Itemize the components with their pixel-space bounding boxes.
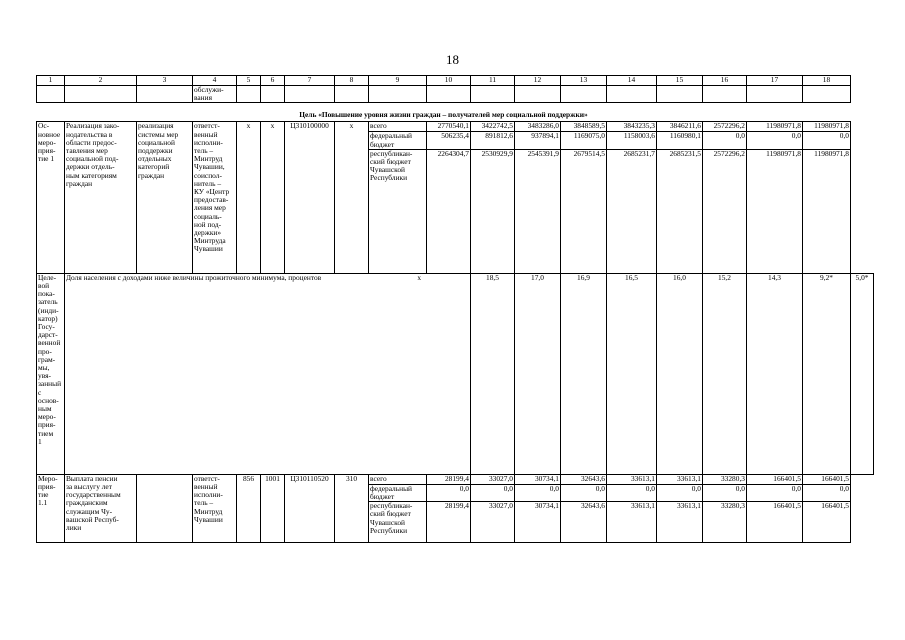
- funding-value: 0,0: [471, 484, 515, 501]
- indicator-value: 16,5: [607, 273, 657, 474]
- empty-cell: [37, 86, 65, 103]
- funding-value: 11980971,8: [747, 122, 803, 132]
- funding-value: 166401,5: [747, 502, 803, 543]
- funding-value: 1169075,0: [561, 132, 607, 149]
- funding-value: 0,0: [747, 132, 803, 149]
- event-goal: реализация системы мер социальной поддержки отдельных категорий граждан: [137, 122, 193, 273]
- funding-value: 32643,6: [561, 502, 607, 543]
- funding-value: 0,0: [747, 484, 803, 501]
- funding-value: 32643,6: [561, 474, 607, 484]
- target-article-code: Ц310110520: [285, 474, 335, 542]
- funding-value: 3422742,5: [471, 122, 515, 132]
- event-name: Выплата пенсии за выслугу лет государственным гражданским служащим Чу- вашской Респуб- лики: [65, 474, 137, 542]
- empty-cell: [65, 86, 137, 103]
- empty-cell: [515, 86, 561, 103]
- event-code: Ос- новное меро- прия- тие 1: [37, 122, 65, 273]
- expense-type-code: 310: [335, 474, 369, 542]
- funding-value: 2264304,7: [427, 149, 471, 273]
- funding-value: 11980971,8: [747, 149, 803, 273]
- funding-value: 0,0: [703, 132, 747, 149]
- empty-cell: [427, 86, 471, 103]
- empty-cell: [237, 86, 261, 103]
- section-code: 1001: [261, 474, 285, 542]
- page-number: 18: [446, 52, 459, 67]
- empty-cell: [803, 86, 851, 103]
- funding-value: 0,0: [657, 484, 703, 501]
- funding-value: 2572296,2: [703, 122, 747, 132]
- column-header: 17: [747, 76, 803, 86]
- funding-value: 3846211,6: [657, 122, 703, 132]
- event-name: Реализация зако- нодательства в области предос- тавления мер социальной под- держки отдель- ным категориям граждан: [65, 122, 137, 273]
- event-code: Меро- прия- тие 1.1: [37, 474, 65, 542]
- funding-value: 2530929,9: [471, 149, 515, 273]
- empty-cell: [285, 86, 335, 103]
- column-header: 16: [703, 76, 747, 86]
- funding-value: 30734,1: [515, 474, 561, 484]
- column-header: 11: [471, 76, 515, 86]
- funding-source: федеральный бюджет: [369, 484, 427, 501]
- funding-value: 0,0: [803, 484, 851, 501]
- expense-type-code: x: [335, 122, 369, 273]
- funding-value: 0,0: [515, 484, 561, 501]
- funding-value: 937894,1: [515, 132, 561, 149]
- indicator-x: x: [369, 273, 471, 474]
- funding-value: 0,0: [803, 132, 851, 149]
- grbs-code: x: [237, 122, 261, 273]
- column-header: 7: [285, 76, 335, 86]
- column-header: 18: [803, 76, 851, 86]
- funding-value: 3843235,3: [607, 122, 657, 132]
- funding-value: 506235,4: [427, 132, 471, 149]
- target-article-code: Ц310100000: [285, 122, 335, 273]
- funding-source: республикан- ский бюджет Чувашской Республики: [369, 502, 427, 543]
- funding-value: 3483286,0: [515, 122, 561, 132]
- goal-row: [37, 103, 874, 122]
- grbs-code: 856: [237, 474, 261, 542]
- column-header: 14: [607, 76, 657, 86]
- empty-cell: [335, 86, 369, 103]
- column-header: 1: [37, 76, 65, 86]
- funding-source: республикан- ский бюджет Чувашской Республики: [369, 149, 427, 273]
- continuation-cell: обслужи- вания: [193, 86, 237, 103]
- column-header: 2: [65, 76, 137, 86]
- funding-value: 33280,3: [703, 502, 747, 543]
- column-header: 13: [561, 76, 607, 86]
- funding-value: 33613,1: [657, 502, 703, 543]
- funding-value: 11980971,8: [803, 122, 851, 132]
- column-header: 8: [335, 76, 369, 86]
- funding-value: 891812,6: [471, 132, 515, 149]
- funding-source: всего: [369, 474, 427, 484]
- event_1_1-row: [37, 474, 874, 484]
- funding-value: 28199,4: [427, 474, 471, 484]
- funding-value: 2545391,9: [515, 149, 561, 273]
- column-header: 6: [261, 76, 285, 86]
- indicator-value: 5,0*: [851, 273, 874, 474]
- funding-value: 33280,3: [703, 474, 747, 484]
- empty-cell: [471, 86, 515, 103]
- funding-value: 0,0: [561, 484, 607, 501]
- empty-cell: [561, 86, 607, 103]
- empty-cell: [137, 86, 193, 103]
- funding-value: 166401,5: [803, 474, 851, 484]
- funding-value: 33027,0: [471, 474, 515, 484]
- funding-value: 33613,1: [657, 474, 703, 484]
- indicator-value: 18,5: [471, 273, 515, 474]
- column-header: 10: [427, 76, 471, 86]
- column-header: 4: [193, 76, 237, 86]
- responsible-executor: ответст- венный исполни- тель – Минтруд Чувашии: [193, 474, 237, 542]
- funding-value: 11980971,8: [803, 149, 851, 273]
- funding-value: 166401,5: [803, 502, 851, 543]
- column-header: 5: [237, 76, 261, 86]
- funding-source: всего: [369, 122, 427, 132]
- column-header: 9: [369, 76, 427, 86]
- empty-cell: [607, 86, 657, 103]
- column-header: 15: [657, 76, 703, 86]
- indicator-value: 16,9: [561, 273, 607, 474]
- empty-cell: [747, 86, 803, 103]
- empty-cell: [261, 86, 285, 103]
- indicator-value: 9,2*: [803, 273, 851, 474]
- indicator-label: Целе- вой пока- затель (инди- катор) Госу- дарст- венной про- грам- мы, увя- занный с основ- ным меро- прия- тием 1: [37, 273, 65, 474]
- header-row: [37, 76, 874, 86]
- empty-cell: [657, 86, 703, 103]
- funding-value: 2685231,7: [607, 149, 657, 273]
- indicator-value: 16,0: [657, 273, 703, 474]
- event-goal: [137, 474, 193, 542]
- funding-value: 166401,5: [747, 474, 803, 484]
- funding-value: 28199,4: [427, 502, 471, 543]
- funding-value: 0,0: [427, 484, 471, 501]
- main_event_1-row: [37, 122, 874, 132]
- funding-value: 0,0: [607, 484, 657, 501]
- indicator-value: 14,3: [747, 273, 803, 474]
- funding-value: 3848589,5: [561, 122, 607, 132]
- column-header: 3: [137, 76, 193, 86]
- funding-value: 2685231,5: [657, 149, 703, 273]
- continuation-row: [37, 86, 874, 103]
- indicator-value: 17,0: [515, 273, 561, 474]
- funding-value: 33613,1: [607, 502, 657, 543]
- goal-heading: Цель «Повышение уровня жизни граждан – получателей мер социальной поддержки»: [37, 103, 851, 122]
- responsible-executor: ответст- венный исполни- тель – Минтруд Чувашии, соиспол- нитель – КУ «Центр предостав- ления мер социаль- ной под- держки» Минтруда Чувашии: [193, 122, 237, 273]
- program-table: [36, 75, 874, 543]
- funding-value: 1160980,1: [657, 132, 703, 149]
- funding-value: 1158003,6: [607, 132, 657, 149]
- empty-cell: [703, 86, 747, 103]
- funding-value: 33613,1: [607, 474, 657, 484]
- funding-value: 2679514,5: [561, 149, 607, 273]
- empty-cell: [369, 86, 427, 103]
- funding-value: 0,0: [703, 484, 747, 501]
- indicator-value: 15,2: [703, 273, 747, 474]
- indicator-name: Доля населения с доходами ниже величины прожиточного минимума, процентов: [65, 273, 369, 474]
- funding-value: 2770540,1: [427, 122, 471, 132]
- funding-source: федеральный бюджет: [369, 132, 427, 149]
- column-header: 12: [515, 76, 561, 86]
- indicator-row: [37, 273, 874, 474]
- funding-value: 2572296,2: [703, 149, 747, 273]
- funding-value: 30734,1: [515, 502, 561, 543]
- section-code: x: [261, 122, 285, 273]
- funding-value: 33027,0: [471, 502, 515, 543]
